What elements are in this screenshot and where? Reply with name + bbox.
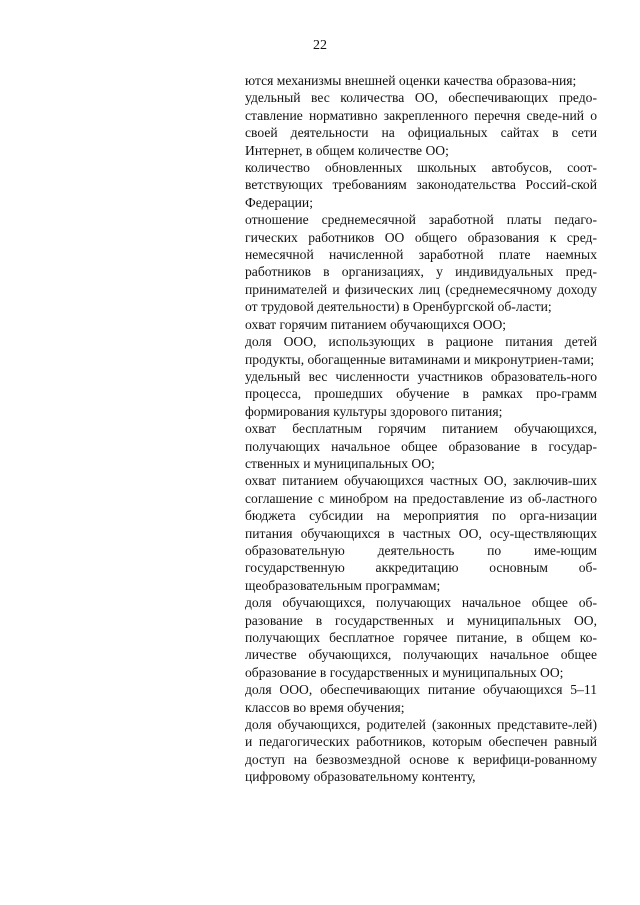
- paragraph: доля ООО, использующих в рационе питания детей продукты, обогащенные витаминами и микронутриен-тами;: [245, 334, 597, 367]
- paragraph: удельный вес количества ОО, обеспечивающих предо-ставление нормативно закрепленного перечня сведе-ний о своей деятельности на официальных сайтах в сети Интернет, в общем количестве ОО;: [245, 90, 597, 158]
- paragraph: доля ООО, обеспечивающих питание обучающихся 5–11 классов во время обучения;: [245, 682, 597, 715]
- paragraph: доля обучающихся, родителей (законных представите-лей) и педагогических работников, которым обеспечен равный доступ на безвозмездной основе к верифици-рованному цифровому образовательному контенту,: [245, 717, 597, 785]
- paragraph: удельный вес численности участников образователь-ного процесса, прошедших обучение в рамках про-грамм формирования культуры здорового питания;: [245, 368, 597, 419]
- paragraph: охват бесплатным горячим питанием обучающихся, получающих начальное общее образование в государ-ственных и муниципальных ОО;: [245, 421, 597, 471]
- paragraph: количество обновленных школьных автобусов, соот-ветствующих требованиям законодательства Россий-ской Федерации;: [245, 160, 597, 210]
- page-number: 22: [313, 38, 327, 53]
- paragraph: охват горячим питанием обучающихся ООО;: [245, 316, 507, 332]
- paragraph: охват питанием обучающихся частных ОО, заключив-ших соглашение с минобром на предоставление из об-ластного бюджета субсидии на мероприятия по орга-низации питания обучающихся в частных ОО, осу-ществляющих образовательную деятельность по име-ющим государственную аккредитацию основным об-щеобразовательным программам;: [245, 473, 597, 593]
- paragraph: доля обучающихся, получающих начальное общее об-разование в государственных и муниципальных ОО, получающих бесплатное горячее питание, в общем ко-личестве обучающихся, получающих начальное общее образование в государственных и муниципальных ОО;: [245, 595, 597, 680]
- paragraph: отношение среднемесячной заработной платы педаго-гических работников ОО общего образования к сред-немесячной начисленной заработной плате наемных работников в организациях, у индивидуальных пред-принимателей и физических лиц (среднемесячному доходу от трудовой деятельности) в Оренбургской об-ласти;: [245, 212, 597, 315]
- body-text: [245, 72, 597, 786]
- paragraph: ются механизмы внешней оценки качества образова-ния;: [245, 73, 577, 88]
